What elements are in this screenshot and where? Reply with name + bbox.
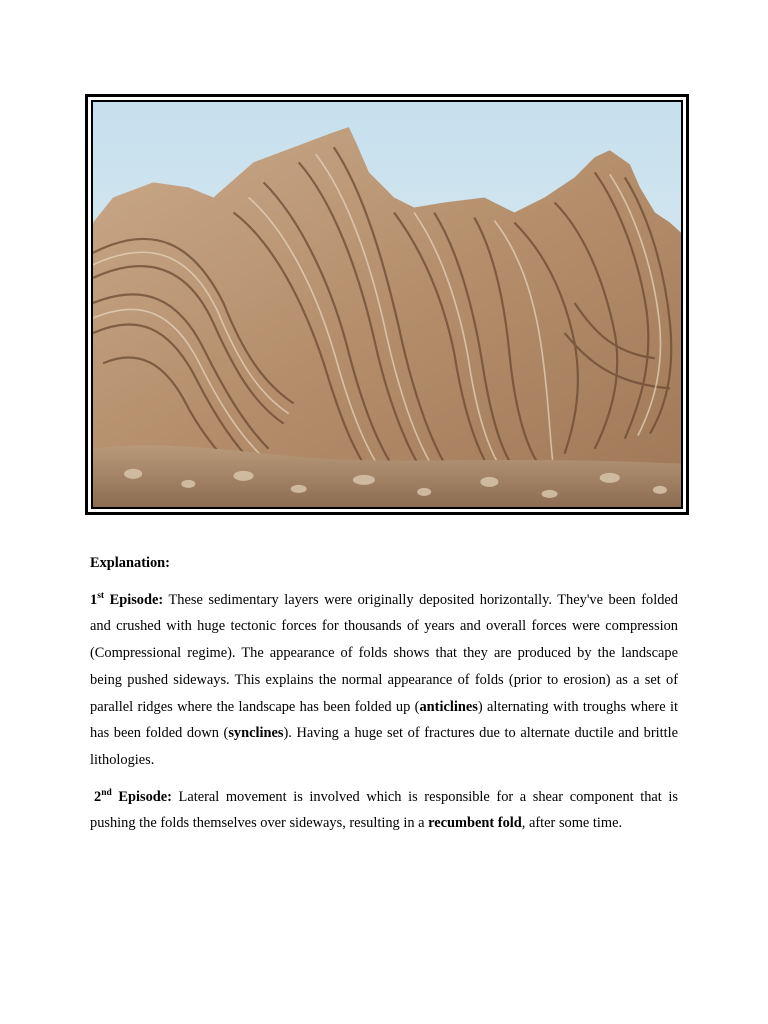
term-synclines: synclines <box>228 725 284 742</box>
term-anticlines: anticlines <box>419 698 478 715</box>
episode-1-text-b: ) alternating with troughs where it has been folded down ( <box>90 698 678 742</box>
folded-rock-strata-photo <box>93 102 681 507</box>
term-recumbent-fold: recumbent fold <box>428 815 522 832</box>
photo-frame <box>85 94 689 515</box>
episode-1-paragraph <box>90 587 678 774</box>
episode-1-ordinal-suffix: st <box>97 590 105 601</box>
episode-2-number: 2 <box>94 788 102 805</box>
episode-1-text-a: These sedimentary layers were originally deposited horizontally. They've been folded and crushed with huge tectonic forces for thousands of years and overall forces were compression (Compressional regime). The appearance of folds shows that they are produced by the landscape being pushed sideways. This explains the normal appearance of folds (prior to erosion) as a set of parallel ridges where the landscape has been folded up ( <box>90 591 678 715</box>
photo-inner-border <box>88 97 686 512</box>
episode-1-label-text: Episode: <box>104 591 164 608</box>
episode-2-text-b: , after some time. <box>521 815 623 832</box>
episode-1-text-c: ). Having a huge set of fractures due to alternate ductile and brittle lithologies. <box>90 725 678 768</box>
episode-2-label <box>94 789 172 805</box>
explanation-heading: Explanation: <box>90 555 170 571</box>
episode-2-text-a: Lateral movement is involved which is responsible for a shear component that is pushing the folds themselves over sideways, resulting in a <box>90 788 678 832</box>
episode-2-ordinal-suffix: nd <box>101 787 112 798</box>
episode-2-label-text: Episode: <box>111 788 172 805</box>
episode-1-label <box>90 592 163 608</box>
explanation-section <box>90 550 678 847</box>
episode-1-number: 1 <box>90 591 98 608</box>
episode-2-paragraph <box>90 784 678 837</box>
